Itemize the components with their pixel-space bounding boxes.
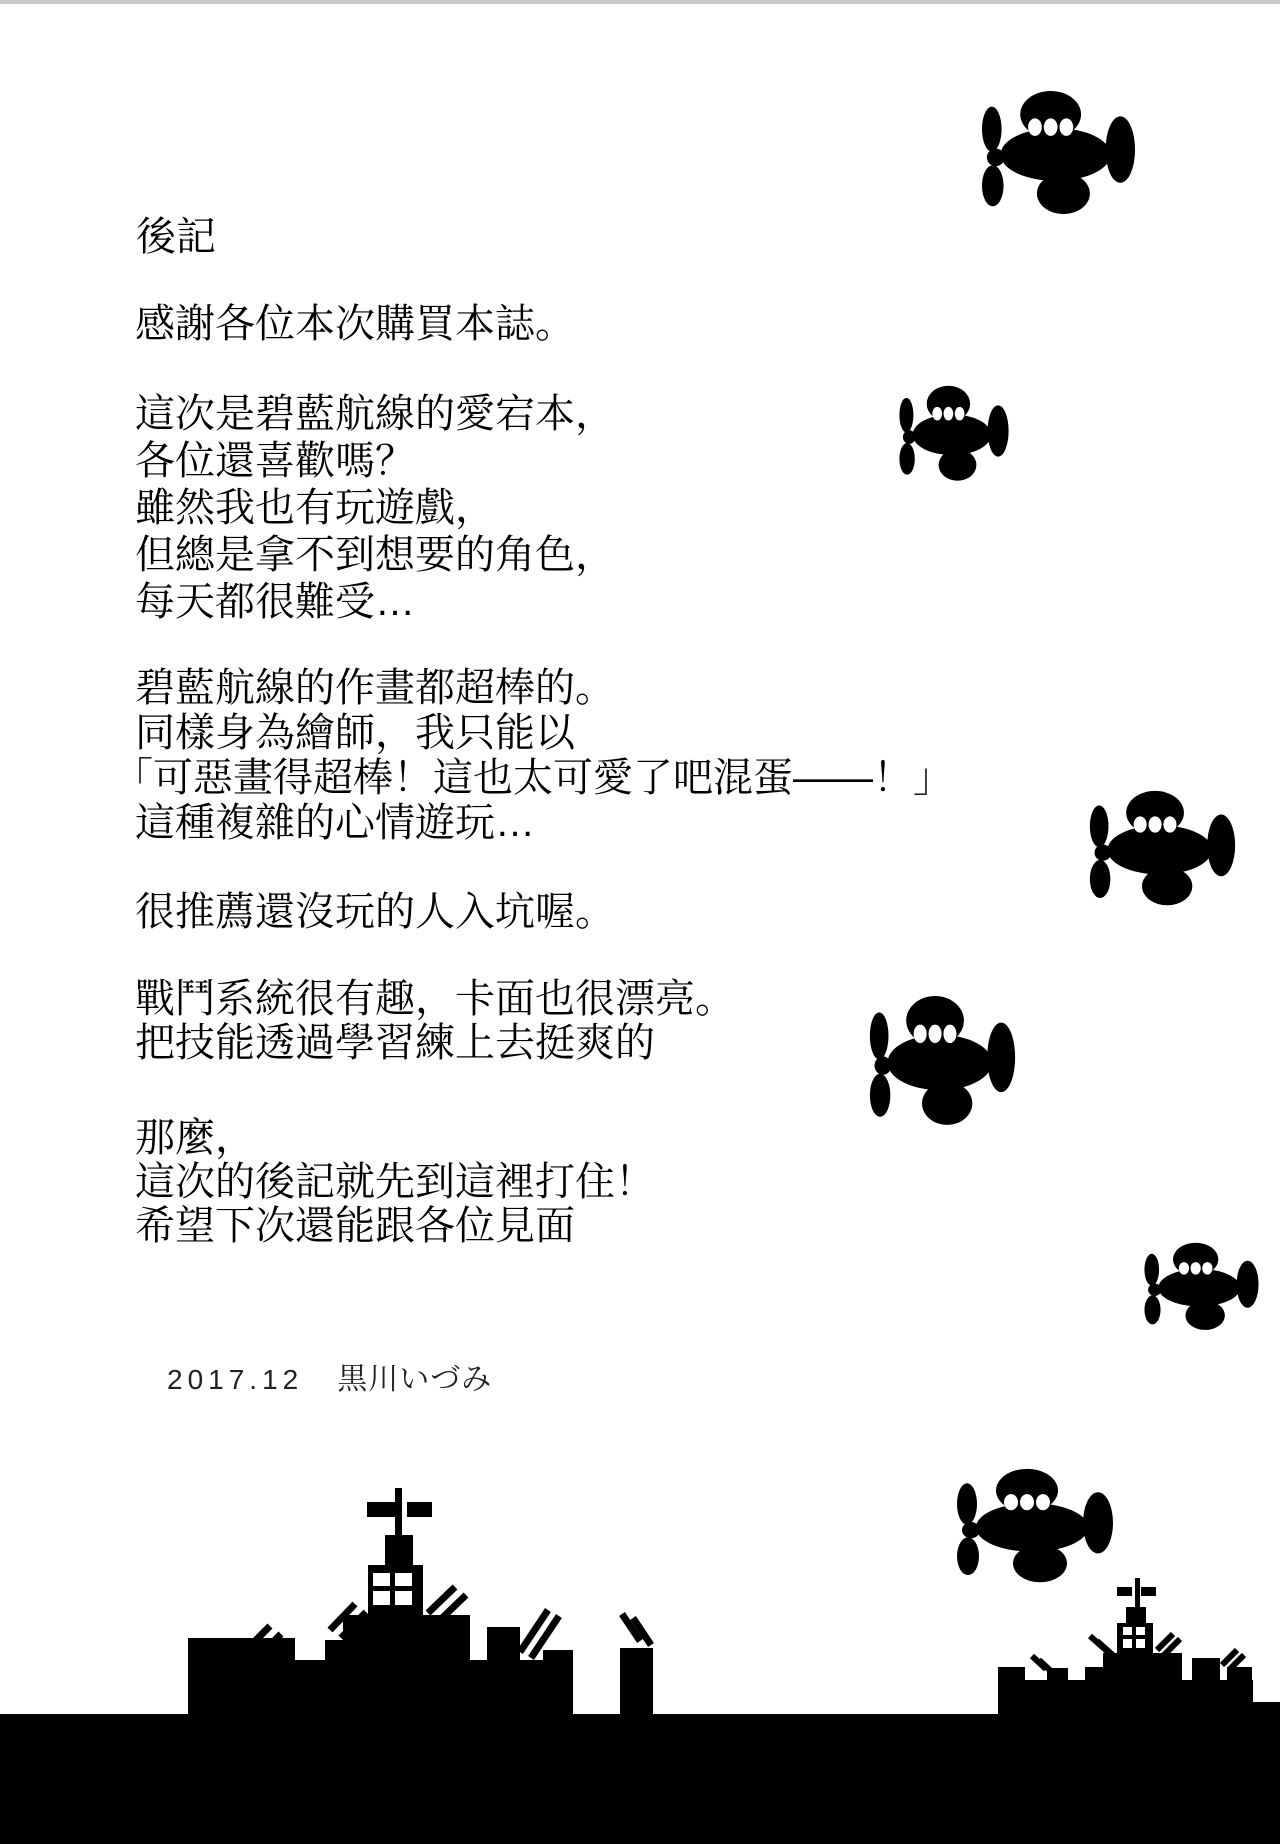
scan-edge-artifact: [0, 0, 1280, 4]
paragraph-recommend: [135, 889, 615, 935]
paragraph-art-praise: [113, 666, 953, 846]
text-line: 把技能透過學習練上去挺爽的: [135, 1021, 655, 1065]
text-line: 感謝各位本次購買本誌。: [135, 302, 575, 346]
signature-date: 2017.12: [167, 1364, 304, 1395]
seaplane-icon: [1143, 1242, 1260, 1332]
text-line: 同樣身為繪師，我只能以: [135, 711, 575, 755]
seaplane-icon: [868, 995, 1017, 1128]
text-line: 很推薦還沒玩的人入坑喔。: [135, 890, 615, 934]
text-line-quote: 「可惡畫得超棒！這也太可愛了吧混蛋——！」: [113, 756, 953, 800]
signature-author: 黒川いづみ: [337, 1363, 493, 1396]
text-line: 這次的後記就先到這裡打住！: [135, 1160, 655, 1204]
paragraph-about-book: [135, 391, 615, 626]
paragraph-thanks: [135, 301, 575, 347]
seaplane-icon: [980, 90, 1137, 217]
text-line: 各位還喜歡嗎？: [135, 439, 415, 483]
text-line: 這種複雜的心情遊玩…: [135, 801, 535, 845]
text-line: 但總是拿不到想要的角色，: [135, 533, 615, 577]
battleship-icon: [188, 1488, 653, 1718]
text-line: 戰鬥系統很有趣，卡面也很漂亮。: [135, 977, 735, 1021]
page-title: 後記: [136, 215, 216, 259]
sea-silhouette-band: [0, 1714, 1280, 1844]
text-line: 希望下次還能跟各位見面: [135, 1204, 575, 1248]
signature: [167, 1354, 492, 1398]
battleship-icon: [998, 1578, 1280, 1734]
paragraph-gameplay: [135, 977, 735, 1065]
bridge-window: [373, 1573, 412, 1605]
harbor-silhouette-scene: [0, 1450, 1280, 1844]
seaplane-icon: [898, 385, 1010, 483]
text-line: 雖然我也有玩遊戲，: [135, 486, 495, 530]
seaplane-icon: [1088, 790, 1237, 908]
text-line: 這次是碧藍航線的愛宕本，: [135, 392, 615, 436]
text-line: 碧藍航線的作畫都超棒的。: [135, 666, 615, 710]
paragraph-closing: [135, 1116, 655, 1248]
bridge-window: [1123, 1627, 1145, 1648]
text-line: 那麼，: [135, 1116, 255, 1160]
text-line: 每天都很難受…: [135, 580, 415, 624]
